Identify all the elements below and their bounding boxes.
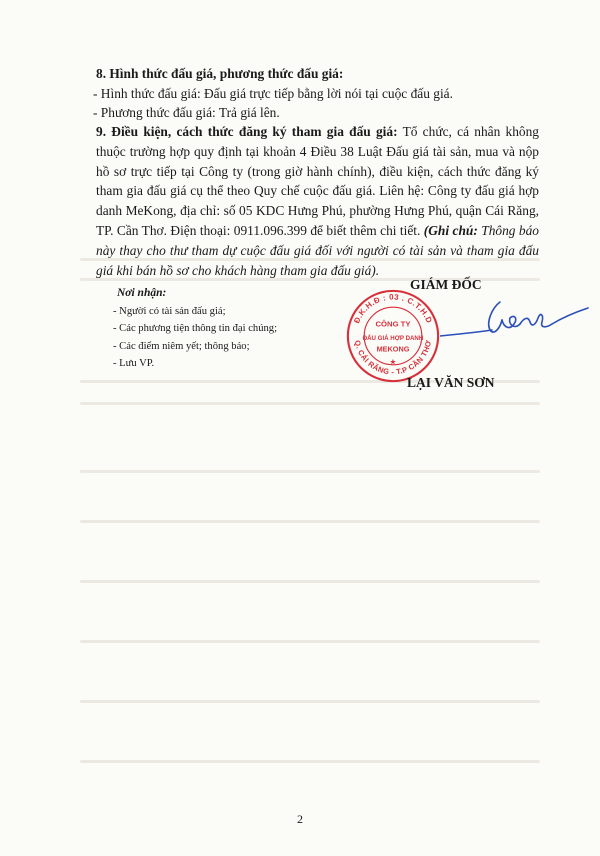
section-9-body: Tổ chức, cá nhân không thuộc trường hợp quy định tại khoản 4 Điều 38 Luật Đấu giá tài sản, mua và nộp hồ sơ trực tiếp tại Công ty (trong giờ hành chính), điều kiện, cách thức đăng ký tham gia đấu giá cụ thể theo Quy chế cuộc đấu giá. Liên hệ: Công ty đấu giá hợp danh MeKong, địa chỉ: số 05 KDC Hưng Phú, phường Hưng Phú, quận Cái Răng, TP. Cần Thơ. Điện thoại: 0911.096.399 để biết thêm chi tiết. (96, 124, 540, 238)
recipient-item: - Người có tài sản đấu giá; (113, 305, 226, 317)
section-8-heading: 8. Hình thức đấu giá, phương thức đấu giá: (96, 66, 344, 81)
section-8 (93, 64, 536, 123)
page-number: 2 (297, 812, 303, 826)
recipients-title: Nơi nhận: (117, 287, 167, 299)
section-8-line-2: - Phương thức đấu giá: Trả giá lên. (93, 105, 280, 120)
section-9-heading: 9. Điều kiện, cách thức đăng ký tham gia đấu giá: (96, 124, 398, 139)
director-name: LẠI VĂN SƠN (407, 375, 495, 390)
bleed-through-line (80, 700, 540, 703)
svg-text:★: ★ (389, 358, 397, 366)
recipient-item: - Các phương tiện thông tin đại chúng; (113, 323, 278, 334)
seal-center-line-1: CÔNG TY (375, 319, 411, 329)
seal-center-line-2: ĐẤU GIÁ HỢP DANH (362, 334, 424, 342)
section-9-note-text: Thông báo này thay cho thư tham dự cuộc đấu giá đối với người có tài sản và tham gia đấu giá khi bán hồ sơ cho khách hàng tham gia đấu giá). (96, 222, 539, 278)
company-seal-stamp (345, 288, 441, 384)
seal-ring-bottom-text: Q. CÁI RĂNG - T.P CẦN THƠ (352, 339, 434, 377)
bleed-through-line (80, 640, 540, 643)
bleed-through-line (80, 580, 540, 583)
bleed-through-line (80, 760, 540, 763)
recipient-item: - Các điểm niêm yết; thông báo; (113, 340, 250, 352)
seal-ring-top-text: Đ.K.H.Đ : 03 . C.T.H.D (352, 292, 434, 325)
bleed-through-line (80, 520, 540, 523)
section-9-note-label: (Ghi chú: (423, 222, 478, 238)
director-title: GIÁM ĐỐC (410, 277, 482, 292)
bleed-through-line (80, 402, 540, 405)
recipients-block (103, 285, 277, 373)
bleed-through-line (80, 470, 540, 473)
seal-center-line-3: MEKONG (376, 344, 410, 354)
section-9 (96, 122, 539, 280)
handwritten-signature (440, 294, 590, 344)
section-8-line-1: - Hình thức đấu giá: Đấu giá trực tiếp bằng lời nói tại cuộc đấu giá. (93, 85, 453, 101)
recipient-item: - Lưu VP. (113, 358, 155, 369)
